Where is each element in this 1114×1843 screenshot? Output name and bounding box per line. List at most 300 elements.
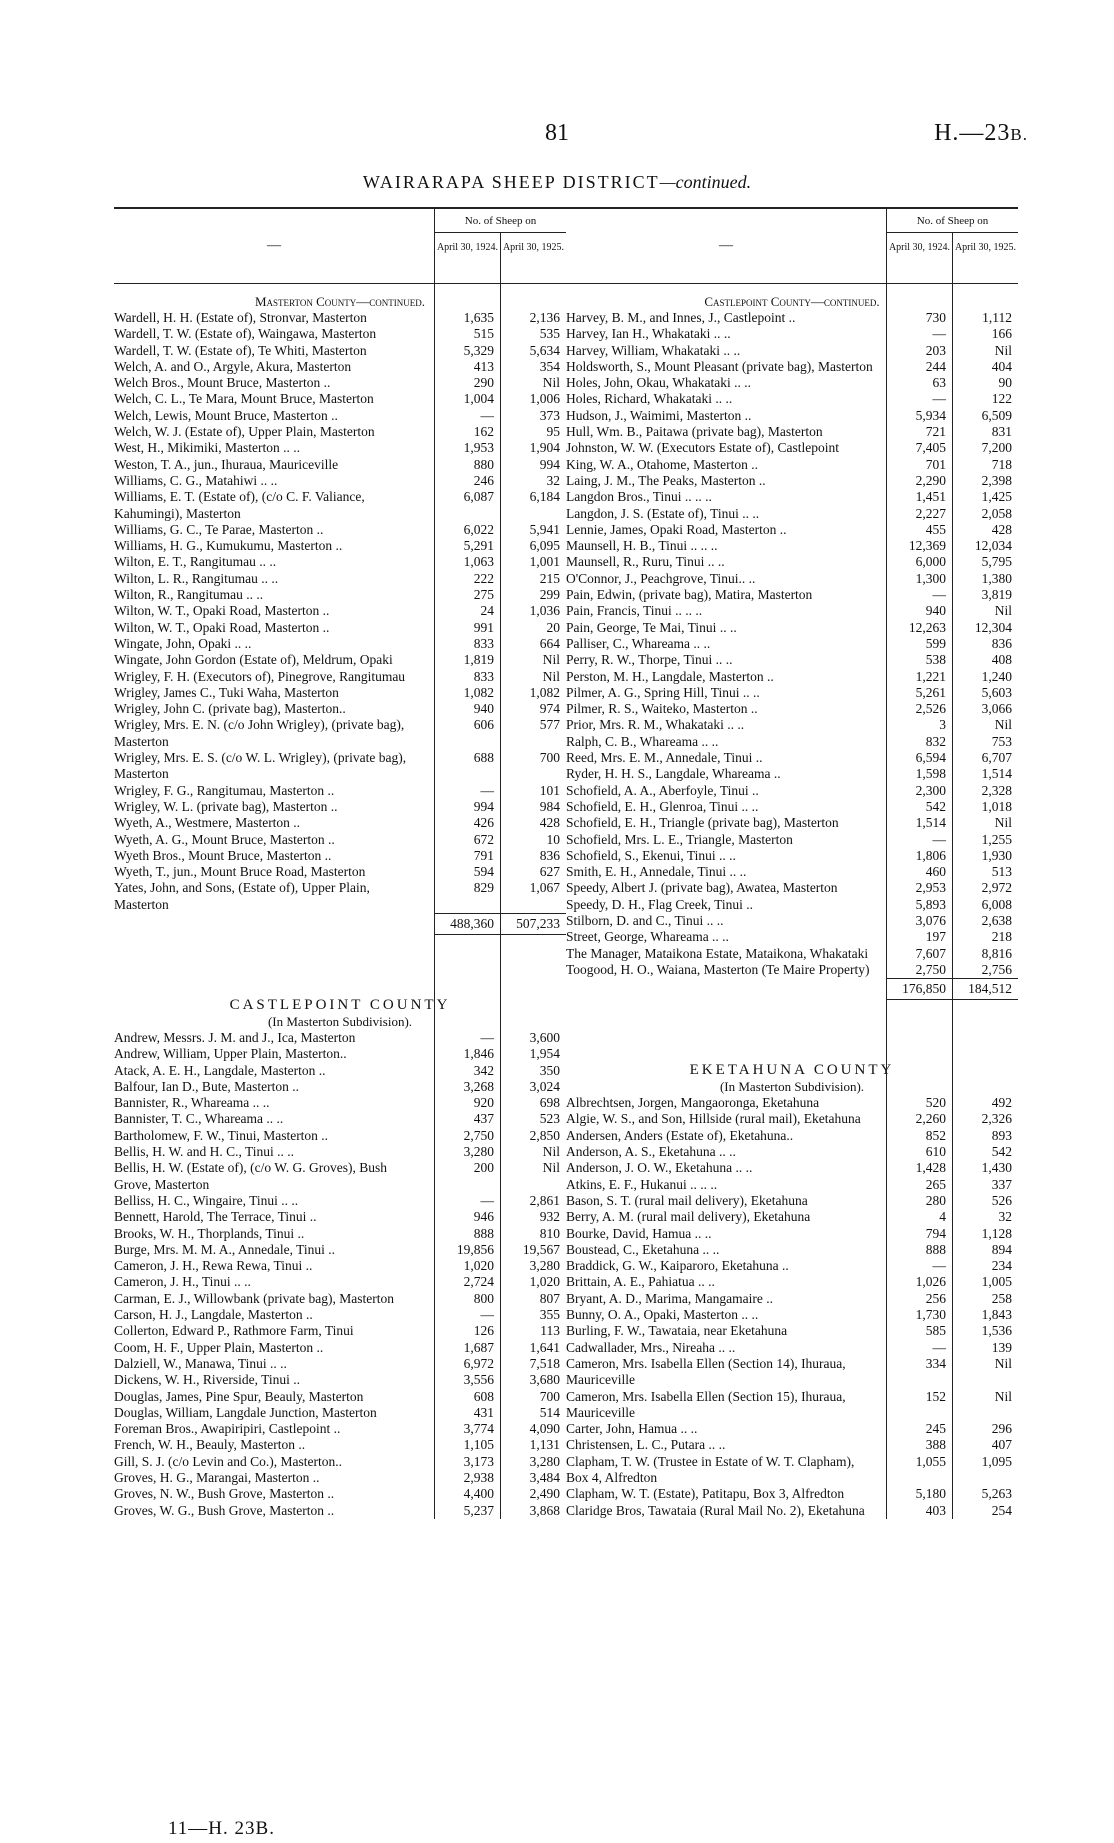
sheep-1924: 1,020 [463, 1258, 494, 1274]
sheep-1924: 275 [473, 587, 494, 603]
table-row [114, 701, 566, 717]
total-1924: 488,360 [434, 913, 500, 935]
page-title [0, 172, 1114, 193]
sheep-1925: 101 [539, 782, 560, 798]
sheep-1925: 1,112 [982, 310, 1012, 325]
sheep-1924: 6,000 [915, 554, 946, 570]
sheep-1924: — [932, 1258, 946, 1274]
owner-name: Pain, Edwin, (private bag), Matira, Masterton [566, 587, 813, 603]
owner-name: Bason, S. T. (rural mail delivery), Eketahuna [566, 1192, 808, 1208]
sheep-1924: 2,300 [915, 782, 946, 798]
table-row [566, 1258, 1018, 1274]
section-heading: CASTLEPOINT COUNTY [229, 996, 451, 1013]
owner-name: Wrigley, Mrs. E. S. (c/o W. L. Wrigley), (private bag), Masterton [114, 750, 407, 782]
section-subheading: (In Masterton Subdivision). [719, 1079, 865, 1095]
owner-name: Williams, C. G., Matahiwi .. .. [114, 472, 278, 488]
table-row [114, 864, 566, 880]
sheep-1925: 700 [539, 1388, 560, 1404]
sheep-1925: 492 [991, 1095, 1012, 1111]
owner-name: Wardell, H. H. (Estate of), Stronvar, Masterton [114, 310, 367, 325]
sheep-1925: 254 [991, 1502, 1012, 1518]
sheep-1925: 1,005 [981, 1274, 1012, 1290]
table-row [566, 1274, 1018, 1290]
table-row [566, 1323, 1018, 1339]
table-row [566, 538, 1018, 554]
sheep-1924: 2,227 [915, 505, 946, 521]
sheep-1924: 594 [473, 864, 494, 880]
right-rows-2 [566, 1095, 1018, 1519]
table-row [114, 310, 566, 326]
sheep-1924: 7,607 [915, 945, 946, 961]
sheep-1925: 2,136 [529, 310, 560, 325]
table-row [566, 522, 1018, 538]
date-1925: April 30, 1925. [954, 242, 1017, 253]
sheep-1924: 1,687 [463, 1339, 494, 1355]
sheep-1924: 3,280 [463, 1144, 494, 1160]
owner-name: Foreman Bros., Awapiripiri, Castlepoint .. [114, 1421, 341, 1437]
table-row [566, 717, 1018, 733]
sheep-1925: Nil [994, 815, 1012, 831]
sheep-1925: 428 [991, 521, 1012, 537]
table-row [566, 603, 1018, 619]
owner-name: Langdon, J. S. (Estate of), Tinui .. .. [566, 505, 760, 521]
sheep-1924: 672 [473, 831, 494, 847]
sheep-1924: — [480, 1307, 494, 1323]
table-row [566, 783, 1018, 799]
sheep-1924: 2,938 [463, 1470, 494, 1485]
owner-name: Algie, W. S., and Son, Hillside (rural mail), Eketahuna [566, 1111, 861, 1127]
sheep-1925: 6,707 [981, 750, 1012, 766]
sheep-1924: — [480, 407, 494, 423]
sheep-1924: — [480, 782, 494, 798]
sheep-1924: 585 [925, 1323, 946, 1339]
section-heading: EKETAHUNA COUNTY [689, 1062, 895, 1079]
owner-name: Bannister, T. C., Whareama .. .. [114, 1111, 284, 1127]
table-row [114, 408, 566, 424]
sheep-1925: 994 [539, 456, 560, 472]
sheep-1924: 6,594 [915, 750, 946, 766]
sheep-1925: 354 [539, 358, 560, 374]
sheep-1924: 3,268 [463, 1078, 494, 1094]
table-row [566, 766, 1018, 782]
table-row [114, 1111, 566, 1127]
owner-name: Wyeth, A. G., Mount Bruce, Masterton .. [114, 831, 335, 847]
table-row [114, 1079, 566, 1095]
owner-name: Dalziell, W., Manawa, Tinui .. .. [114, 1355, 287, 1371]
sheep-1925: 836 [991, 635, 1012, 651]
table-row [114, 1421, 566, 1437]
table-row [114, 652, 566, 668]
sheep-1925: 1,425 [981, 489, 1012, 505]
owner-name: Holdsworth, S., Mount Pleasant (private bag), Masterton [566, 358, 873, 374]
sheep-1924: 1,300 [915, 570, 946, 586]
sheep-1924: 6,087 [463, 489, 494, 505]
date-1925: April 30, 1925. [502, 242, 565, 253]
sheep-1925: 836 [539, 847, 560, 863]
table-row [566, 424, 1018, 440]
owner-name: Bannister, R., Whareama .. .. [114, 1095, 270, 1111]
sheep-1924: 200 [473, 1160, 494, 1176]
table-row [566, 815, 1018, 831]
table-row [114, 391, 566, 407]
owner-name: Ralph, C. B., Whareama .. .. [566, 733, 719, 749]
sheep-1924: — [480, 1192, 494, 1208]
owner-name: Cameron, Mrs. Isabella Ellen (Section 15), Ihuraua, Mauriceville [566, 1388, 846, 1420]
owner-name: Street, George, Whareama .. .. [566, 929, 729, 945]
sheep-1925: 810 [539, 1225, 560, 1241]
sheep-1925: 3,066 [981, 701, 1012, 717]
sheep-1924: 888 [925, 1241, 946, 1257]
sheep-1924: 403 [925, 1502, 946, 1518]
owner-name: West, H., Mikimiki, Masterton .. .. [114, 440, 301, 456]
sheep-1925: 1,128 [981, 1225, 1012, 1241]
sheep-1924: 791 [473, 847, 494, 863]
table-row [566, 506, 1018, 522]
sheep-1925: 1,380 [981, 570, 1012, 586]
table-row [114, 1389, 566, 1405]
owner-name: Bellis, H. W. (Estate of), (c/o W. G. Groves), Bush Grove, Masterton [114, 1160, 387, 1192]
table-row [114, 1372, 566, 1388]
sheep-1924: — [932, 587, 946, 603]
total-spacer [114, 913, 434, 935]
left-rows-1 [114, 310, 566, 913]
sheep-1924: 203 [925, 342, 946, 358]
table-row [566, 1421, 1018, 1437]
owner-name: Holes, John, Okau, Whakataki .. .. [566, 375, 751, 391]
sheep-1925: 807 [539, 1290, 560, 1306]
owner-name: Brittain, A. E., Pahiatua .. .. [566, 1274, 715, 1290]
sheep-1925: 3,600 [529, 1029, 560, 1045]
owner-name: Wardell, T. W. (Estate of), Te Whiti, Masterton [114, 342, 367, 358]
sheep-1924: 265 [925, 1176, 946, 1192]
owner-name: Bellis, H. W. and H. C., Tinui .. .. [114, 1144, 295, 1160]
sheep-1925: 122 [991, 391, 1012, 407]
sheep-1925: 2,328 [981, 782, 1012, 798]
owner-name: Wilton, W. T., Opaki Road, Masterton .. [114, 619, 330, 635]
sheep-1925: 1,001 [529, 554, 560, 570]
sheep-1924: 1,451 [915, 489, 946, 505]
sheep-1925: 113 [540, 1323, 560, 1339]
owner-name: Claridge Bros, Tawataia (Rural Mail No. 2), Eketahuna [566, 1502, 865, 1518]
sheep-1925: 2,850 [529, 1127, 560, 1143]
owner-name: Douglas, James, Pine Spur, Beauly, Masterton [114, 1388, 364, 1404]
sheep-1925: 1,514 [981, 766, 1012, 782]
table-row [114, 1405, 566, 1421]
sheep-1924: 5,291 [463, 538, 494, 554]
sheep-1924: 2,750 [915, 961, 946, 977]
table-row [114, 750, 566, 783]
sheep-1925: 2,638 [981, 912, 1012, 928]
right-rows-1 [566, 310, 1018, 978]
sheep-1925: 32 [998, 1209, 1012, 1225]
doc-ref-main: H.—23 [934, 120, 1011, 146]
sheep-1924: 3,774 [463, 1421, 494, 1437]
owner-name: The Manager, Mataikona Estate, Mataikona, Whakataki [566, 945, 869, 961]
sheep-1924: 162 [473, 424, 494, 440]
table-row [114, 1193, 566, 1209]
owner-name: Albrechtsen, Jorgen, Mangaoronga, Eketahuna [566, 1095, 820, 1111]
owner-name: Wrigley, John C. (private bag), Masterton.. [114, 701, 346, 717]
table-row [114, 1486, 566, 1502]
owner-name: Hudson, J., Waimimi, Masterton .. [566, 407, 752, 423]
sheep-1924: 1,819 [463, 652, 494, 668]
owner-name: Anderson, J. O. W., Eketahuna .. .. [566, 1160, 753, 1176]
owner-name: Balfour, Ian D., Bute, Masterton .. [114, 1078, 300, 1094]
sheep-1925: 3,024 [529, 1078, 560, 1094]
sheep-1924: 730 [925, 310, 946, 325]
table-row [566, 832, 1018, 848]
sheep-1925: 3,819 [981, 587, 1012, 603]
sheep-1924: 888 [473, 1225, 494, 1241]
table-row [114, 1046, 566, 1062]
sheep-1925: 218 [991, 929, 1012, 945]
owner-name: Yates, John, and Sons, (Estate of), Upper Plain, Masterton [114, 880, 370, 912]
sheep-1924: 197 [925, 929, 946, 945]
sheep-1925: Nil [994, 1355, 1012, 1371]
table-row [114, 1209, 566, 1225]
sheep-header [887, 209, 1018, 283]
title-main: WAIRARAPA SHEEP DISTRICT [362, 172, 660, 192]
table-row [566, 1503, 1018, 1519]
owner-name: Groves, H. G., Marangai, Masterton .. [114, 1470, 320, 1485]
table-row [114, 832, 566, 848]
sheep-1925: 523 [539, 1111, 560, 1127]
sheep-1925: 5,941 [529, 521, 560, 537]
owner-name: Anderson, A. S., Eketahuna .. .. [566, 1144, 736, 1160]
owner-name: Lennie, James, Opaki Road, Masterton .. [566, 521, 787, 537]
table-row [566, 1307, 1018, 1323]
table-row [566, 848, 1018, 864]
sheep-1925: 3,280 [529, 1453, 560, 1469]
sheep-1925: 526 [991, 1192, 1012, 1208]
owner-name: Atkins, E. F., Hukanui .. .. .. [566, 1176, 718, 1192]
document-reference [934, 120, 1028, 147]
sheep-1924: 991 [473, 619, 494, 635]
header-dash: — [566, 209, 887, 283]
sheep-1925: 12,304 [974, 619, 1012, 635]
sheep-1925: 139 [991, 1339, 1012, 1355]
owner-name: Burling, F. W., Tawataia, near Eketahuna [566, 1323, 788, 1339]
owner-name: Maunsell, R., Ruru, Tinui .. .. [566, 554, 725, 570]
sheep-1924: 5,893 [915, 896, 946, 912]
sheep-1925: 296 [991, 1421, 1012, 1437]
sheep-1924: 833 [473, 635, 494, 651]
sheep-1924: 1,806 [915, 847, 946, 863]
owner-name: Belliss, H. C., Wingaire, Tinui .. .. [114, 1192, 299, 1208]
sheep-1925: 234 [991, 1258, 1012, 1274]
sheep-1924: — [932, 326, 946, 342]
sheep-1924: 794 [925, 1225, 946, 1241]
sheep-1925: Nil [542, 652, 560, 668]
sheep-header-title: No. of Sheep on [435, 209, 566, 233]
sheep-1924: 19,856 [456, 1241, 494, 1257]
sheep-1924: 256 [925, 1290, 946, 1306]
table-row [114, 1242, 566, 1258]
sheep-1925: 6,095 [529, 538, 560, 554]
sheep-1924: 1,428 [915, 1160, 946, 1176]
owner-name: Welch Bros., Mount Bruce, Masterton .. [114, 375, 331, 391]
sheep-1925: 5,263 [981, 1486, 1012, 1502]
table-row [114, 424, 566, 440]
owner-name: Maunsell, H. B., Tinui .. .. .. [566, 538, 718, 554]
sheep-1925: 1,240 [981, 668, 1012, 684]
table-row [114, 457, 566, 473]
table-row [566, 962, 1018, 978]
owner-name: Dickens, W. H., Riverside, Tinui .. [114, 1372, 301, 1388]
left-column [114, 207, 566, 1519]
page-number: 81 [545, 120, 569, 146]
owner-name: Coom, H. F., Upper Plain, Masterton .. [114, 1339, 324, 1355]
owner-name: Carson, H. J., Langdale, Masterton .. [114, 1307, 313, 1323]
sheep-1925: 8,816 [981, 945, 1012, 961]
sheep-1925: 577 [539, 717, 560, 733]
sheep-1925: 2,756 [981, 961, 1012, 977]
table-row [114, 685, 566, 701]
owner-name: French, W. H., Beauly, Masterton .. [114, 1437, 306, 1453]
sheep-1925: 1,430 [981, 1160, 1012, 1176]
sheep-1925: 1,843 [981, 1307, 1012, 1323]
owner-name: Williams, G. C., Te Parae, Masterton .. [114, 521, 324, 537]
sheep-1924: 5,261 [915, 684, 946, 700]
sheep-1925: 19,567 [522, 1241, 560, 1257]
sheep-header [435, 209, 566, 283]
owner-name: Wingate, John, Opaki .. .. [114, 635, 252, 651]
sheep-1925: 350 [539, 1062, 560, 1078]
sheep-1924: 2,260 [915, 1111, 946, 1127]
sheep-1924: 1,082 [463, 684, 494, 700]
table-row [566, 1095, 1018, 1111]
sheep-1925: 1,930 [981, 847, 1012, 863]
sheep-1925: 974 [539, 701, 560, 717]
owner-name: Harvey, B. M., and Innes, J., Castlepoint .. [566, 310, 796, 325]
sheep-1924: 5,180 [915, 1486, 946, 1502]
sheep-1924: — [480, 1029, 494, 1045]
owner-name: Gill, S. J. (c/o Levin and Co.), Masterton.. [114, 1453, 342, 1469]
sheep-1924: 1,055 [915, 1453, 946, 1469]
owner-name: Ryder, H. H. S., Langdale, Whareama .. [566, 766, 781, 782]
sheep-1924: 1,004 [463, 391, 494, 407]
total-spacer [566, 978, 886, 1000]
owner-name: Collerton, Edward P., Rathmore Farm, Tinui [114, 1323, 354, 1339]
table-row [114, 1307, 566, 1323]
sheep-1925: 2,490 [529, 1486, 560, 1502]
table-row [114, 571, 566, 587]
table-row [114, 440, 566, 456]
table-row [114, 1258, 566, 1274]
sheep-1925: 10 [546, 831, 560, 847]
table-row [566, 652, 1018, 668]
sheep-1924: 610 [925, 1144, 946, 1160]
owner-name: Weston, T. A., jun., Ihuraua, Mauriceville [114, 456, 339, 472]
owner-name: Cameron, J. H., Tinui .. .. [114, 1274, 251, 1290]
sheep-1924: — [932, 1339, 946, 1355]
date-headers [887, 233, 1018, 283]
owner-name: Toogood, H. O., Waiana, Masterton (Te Maire Property) [566, 961, 870, 977]
table-row [114, 1437, 566, 1453]
sheep-1925: 664 [539, 635, 560, 651]
table-row [566, 946, 1018, 962]
sheep-1925: 20 [546, 619, 560, 635]
total-1925: 507,233 [500, 913, 566, 935]
sheep-1924: 437 [473, 1111, 494, 1127]
sheep-1925: 2,398 [981, 472, 1012, 488]
table-row [566, 1160, 1018, 1176]
owner-name: Harvey, Ian H., Whakataki .. .. [566, 326, 731, 342]
sheep-1924: 1,063 [463, 554, 494, 570]
sheep-1924: 688 [473, 750, 494, 766]
table-row [566, 636, 1018, 652]
table-row [566, 685, 1018, 701]
sheep-1925: 2,326 [981, 1111, 1012, 1127]
owner-name: Hull, Wm. B., Paitawa (private bag), Masterton [566, 424, 823, 440]
owner-name: Johnston, W. W. (Executors Estate of), Castlepoint [566, 440, 839, 456]
sheep-1924: 829 [473, 880, 494, 896]
table-row [114, 815, 566, 831]
owner-name: Carman, E. J., Willowbank (private bag), Masterton [114, 1290, 395, 1306]
sheep-1924: 244 [925, 358, 946, 374]
sheep-1925: 753 [991, 733, 1012, 749]
owner-name: Christensen, L. C., Putara .. .. [566, 1437, 726, 1453]
total-1924: 176,850 [886, 978, 952, 1000]
table-row [114, 1274, 566, 1290]
sheep-1924: 2,290 [915, 472, 946, 488]
sheep-1925: 1,641 [529, 1339, 560, 1355]
table-row [114, 636, 566, 652]
owner-name: Schofield, Mrs. L. E., Triangle, Masterton [566, 831, 793, 847]
table-row [566, 571, 1018, 587]
sheep-1924: 940 [473, 701, 494, 717]
owner-name: Andrew, William, Upper Plain, Masterton.. [114, 1046, 347, 1062]
sheep-1924: 388 [925, 1437, 946, 1453]
owner-name: O'Connor, J., Peachgrove, Tinui.. .. [566, 570, 756, 586]
owner-name: Wyeth Bros., Mount Bruce, Masterton .. [114, 847, 332, 863]
sheep-1924: 1,730 [915, 1307, 946, 1323]
owner-name: Wingate, John Gordon (Estate of), Meldrum, Opaki [114, 652, 393, 668]
table-row [114, 326, 566, 342]
sheep-1925: 5,795 [981, 554, 1012, 570]
sheep-1925: 984 [539, 798, 560, 814]
owner-name: Schofield, E. H., Glenroa, Tinui .. .. [566, 798, 759, 814]
sheep-1924: — [932, 391, 946, 407]
sheep-1924: 538 [925, 652, 946, 668]
table-row [114, 554, 566, 570]
sheep-1925: Nil [994, 342, 1012, 358]
owner-name: Williams, H. G., Kumukumu, Masterton .. [114, 538, 343, 554]
table-row [566, 440, 1018, 456]
sheep-1925: 1,006 [529, 391, 560, 407]
section-total [114, 913, 566, 935]
owner-name: Clapham, T. W. (Trustee in Estate of W. T. Clapham), Box 4, Alfredton [566, 1453, 855, 1485]
table-row [566, 1437, 1018, 1453]
sheep-1924: 6,022 [463, 521, 494, 537]
sheep-1925: 355 [539, 1307, 560, 1323]
sheep-1924: 3,556 [463, 1372, 494, 1388]
sheep-1925: 2,058 [981, 505, 1012, 521]
sheep-1925: 408 [991, 652, 1012, 668]
owner-name: Wilton, L. R., Rangitumau .. .. [114, 570, 279, 586]
table-row [114, 538, 566, 554]
sheep-1925: 3,484 [529, 1470, 560, 1485]
owner-name: Bryant, A. D., Marima, Mangamaire .. [566, 1290, 773, 1306]
table-row [566, 701, 1018, 717]
sheep-1925: 1,018 [981, 798, 1012, 814]
owner-name: Wyeth, T., jun., Mount Bruce Road, Masterton [114, 864, 366, 880]
sheep-1925: 1,020 [529, 1274, 560, 1290]
sheep-1924: 152 [925, 1388, 946, 1404]
owner-name: Langdon Bros., Tinui .. .. .. [566, 489, 712, 505]
sheep-1924: 334 [925, 1355, 946, 1371]
table-row [566, 1242, 1018, 1258]
